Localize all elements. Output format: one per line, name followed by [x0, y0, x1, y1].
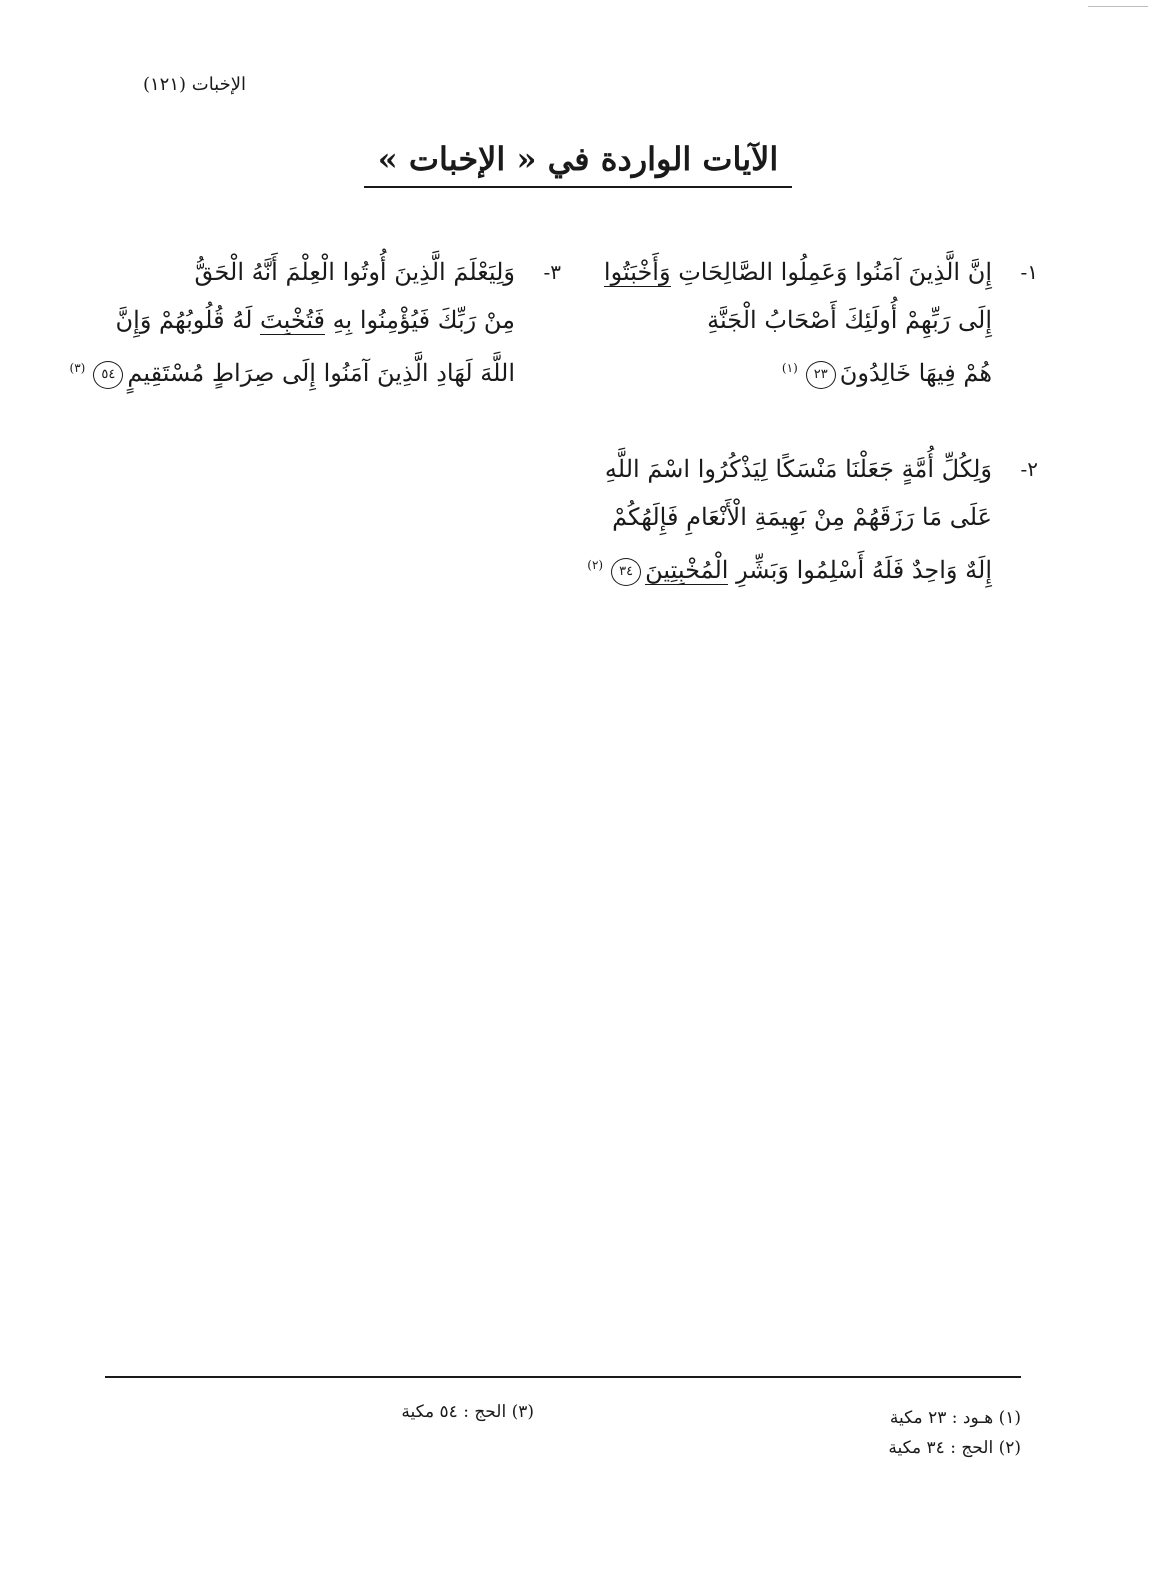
verse-3-ayah-marker: ٥٤ [93, 361, 123, 389]
verse-1-line-3 [604, 344, 992, 397]
verse-1-lines [604, 248, 992, 397]
verse-2 [587, 445, 1038, 594]
verse-1-ayah-marker: ٢٣ [806, 361, 836, 389]
verse-3-line-2 [70, 296, 515, 344]
verse-3-row [69, 248, 561, 397]
verse-2-ayah-marker: ٣٤ [611, 558, 641, 586]
verse-1-row [603, 248, 1038, 397]
running-header: الإخبات (١٢١) [142, 74, 246, 95]
title-wrap [0, 140, 1156, 188]
verse-3-line-2-text-b: لَهُ قُلُوبُهُمْ وَإِنَّ [115, 306, 261, 334]
verse-1 [603, 248, 1038, 397]
verse-2-footnote-ref: (٢) [587, 558, 604, 572]
verse-3-line-1: وَلِيَعْلَمَ الَّذِينَ أُوتُوا الْعِلْمَ أَنَّهُ الْحَقُّ [194, 258, 515, 286]
verse-2-underlined-word: الْمُخْبِتِينَ [645, 556, 729, 584]
scan-edge-mark [1088, 6, 1148, 7]
verse-3-line-3-text: اللَّهَ لَهَادِ الَّذِينَ آمَنُوا إِلَى صِرَاطٍ مُسْتَقِيمٍ [127, 359, 515, 387]
footnote-3: (٣) الحج : ٥٤ مكية [401, 1402, 534, 1422]
verse-3 [69, 248, 561, 397]
verse-1-number: ١- [1020, 260, 1038, 284]
verse-3-footnote-ref: (٣) [69, 361, 86, 375]
verse-2-line-3 [587, 541, 992, 594]
verse-3-line-3 [70, 344, 515, 397]
verse-3-lines [70, 248, 515, 397]
verse-2-line-1: وَلِكُلِّ أُمَّةٍ جَعَلْنَا مَنْسَكًا لِيَذْكُرُوا اسْمَ اللَّهِ [604, 455, 992, 483]
verse-2-lines [587, 445, 992, 594]
page-title: الآيات الواردة في « الإخبات » [364, 140, 793, 188]
verse-2-row [587, 445, 1038, 594]
verse-3-line-2-text-a: مِنْ رَبِّكَ فَيُؤْمِنُوا بِهِ [325, 306, 515, 334]
verse-1-underlined-word: وَأَخْبَتُوا [603, 258, 671, 286]
verse-1-line-1 [604, 248, 992, 296]
verse-1-line-1-text: إِنَّ الَّذِينَ آمَنُوا وَعَمِلُوا الصَّالِحَاتِ [670, 258, 992, 286]
verse-2-number: ٢- [1020, 457, 1038, 481]
verse-3-number: ٣- [543, 260, 561, 284]
footnote-divider [105, 1376, 1021, 1378]
verse-1-footnote-ref: (١) [781, 361, 798, 375]
verse-3-underlined-word: فَتُخْبِتَ [260, 306, 326, 334]
verse-1-line-3-text: هُمْ فِيهَا خَالِدُونَ [839, 359, 992, 387]
footnote-2: (٢) الحج : ٣٤ مكية [888, 1438, 1021, 1458]
verse-2-line-2: عَلَى مَا رَزَقَهُمْ مِنْ بَهِيمَةِ الْأَنْعَامِ فَإِلَهُكُمْ [612, 503, 992, 531]
footnote-1: (١) هـود : ٢٣ مكية [889, 1408, 1021, 1428]
verse-2-line-3-text: إِلَهٌ وَاحِدٌ فَلَهُ أَسْلِمُوا وَبَشِّرِ [728, 556, 992, 584]
verse-1-line-2: إِلَى رَبِّهِمْ أُولَئِكَ أَصْحَابُ الْجَنَّةِ [707, 306, 992, 334]
